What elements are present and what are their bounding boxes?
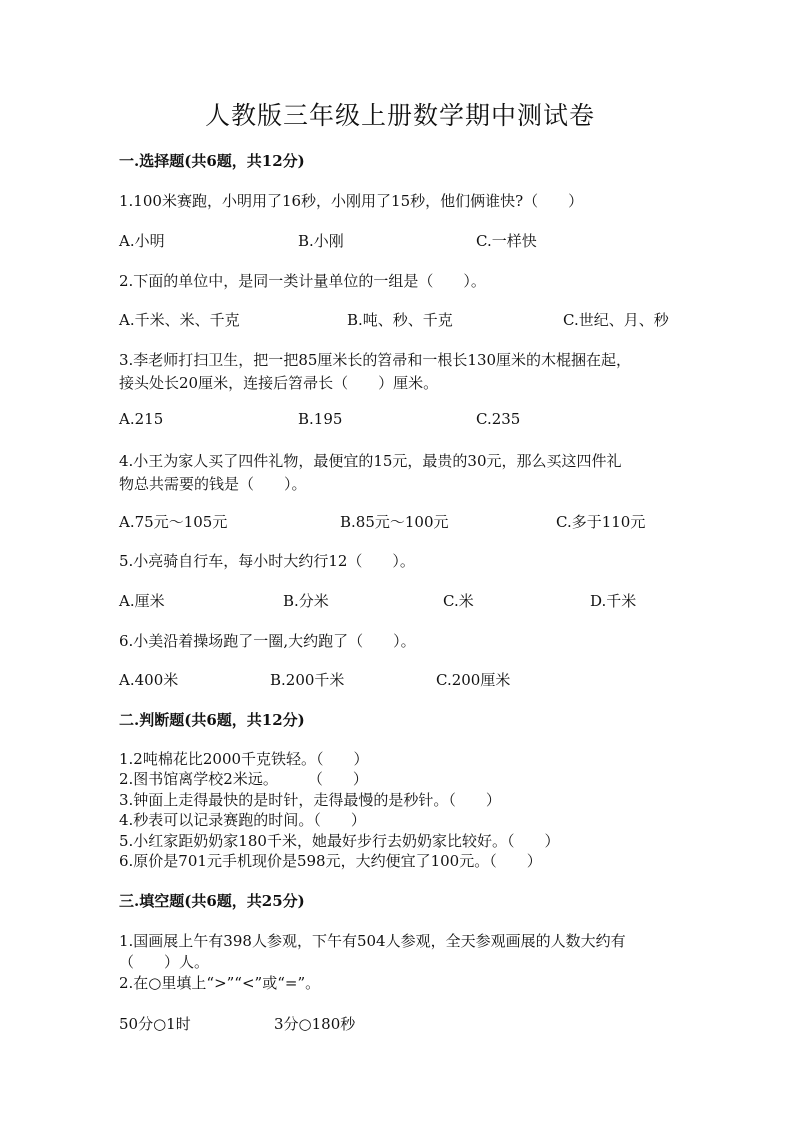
question-6-option-b: B.200千米 bbox=[270, 671, 345, 689]
question-3-text-line-1: 3.李老师打扫卫生，把一把85厘米长的笤帚和一根长130厘米的木棍捆在起， bbox=[119, 351, 632, 369]
question-1-option-b: B.小刚 bbox=[298, 232, 344, 250]
fill-in-question-1-line-2: （ ）人。 bbox=[119, 953, 210, 971]
question-4-text-line-2: 物总共需要的钱是（ ）。 bbox=[119, 475, 307, 493]
question-6-option-c: C.200厘米 bbox=[436, 671, 511, 689]
question-4-option-a: A.75元～105元 bbox=[119, 513, 228, 531]
fill-in-question-1-line-1: 1.国画展上午有398人参观，下午有504人参观，全天参观画展的人数大约有 bbox=[119, 932, 626, 950]
question-2-option-a: A.千米、米、千克 bbox=[119, 311, 240, 329]
compare-item-1: 50分○1时 bbox=[119, 1015, 191, 1033]
section-3-header: 三.填空题(共6题，共25分) bbox=[119, 892, 305, 910]
question-2-text: 2.下面的单位中，是同一类计量单位的一组是（ ）。 bbox=[119, 272, 486, 290]
question-1-option-a: A.小明 bbox=[119, 232, 165, 250]
question-3-text-line-2: 接头处长20厘米，连接后笤帚长（ ）厘米。 bbox=[119, 374, 439, 392]
question-2-option-b: B.吨、秒、千克 bbox=[347, 311, 453, 329]
question-5-text: 5.小亮骑自行车，每小时大约行12（ ）。 bbox=[119, 552, 415, 570]
true-false-item-3: 3.钟面上走得最快的是时针，走得最慢的是秒针。（ ） bbox=[119, 791, 501, 809]
true-false-item-5: 5.小红家距奶奶家180千米，她最好步行去奶奶家比较好。（ ） bbox=[119, 832, 560, 850]
question-3-option-b: B.195 bbox=[298, 410, 343, 428]
true-false-item-2: 2.图书馆离学校2米远。 （ ） bbox=[119, 770, 368, 788]
question-3-option-a: A.215 bbox=[119, 410, 164, 428]
section-2-header: 二.判断题(共6题，共12分) bbox=[119, 711, 305, 729]
question-1-text: 1.100米赛跑，小明用了16秒，小刚用了15秒，他们俩谁快?（ ） bbox=[119, 192, 584, 210]
question-5-option-d: D.千米 bbox=[590, 592, 637, 610]
question-2-option-c: C.世纪、月、秒 bbox=[563, 311, 669, 329]
question-5-option-a: A.厘米 bbox=[119, 592, 165, 610]
question-4-option-b: B.85元～100元 bbox=[340, 513, 449, 531]
page-title: 人教版三年级上册数学期中测试卷 bbox=[204, 101, 595, 130]
compare-item-2: 3分○180秒 bbox=[274, 1015, 356, 1033]
section-1-header: 一.选择题(共6题，共12分) bbox=[119, 152, 305, 170]
question-4-option-c: C.多于110元 bbox=[556, 513, 646, 531]
question-4-text-line-1: 4.小王为家人买了四件礼物，最便宜的15元，最贵的30元，那么买这四件礼 bbox=[119, 452, 622, 470]
question-5-option-c: C.米 bbox=[443, 592, 474, 610]
question-6-text: 6.小美沿着操场跑了一圈,大约跑了（ ）。 bbox=[119, 632, 416, 650]
true-false-item-6: 6.原价是701元手机现价是598元，大约便宜了100元。（ ） bbox=[119, 852, 542, 870]
question-1-option-c: C.一样快 bbox=[476, 232, 537, 250]
question-6-option-a: A.400米 bbox=[119, 671, 179, 689]
true-false-item-1: 1.2吨棉花比2000千克铁轻。（ ） bbox=[119, 750, 369, 768]
question-3-option-c: C.235 bbox=[476, 410, 521, 428]
question-5-option-b: B.分米 bbox=[283, 592, 329, 610]
true-false-item-4: 4.秒表可以记录赛跑的时间。（ ） bbox=[119, 811, 366, 829]
fill-in-question-2-text: 2.在○里填上“>”“<”或“=”。 bbox=[119, 974, 321, 992]
